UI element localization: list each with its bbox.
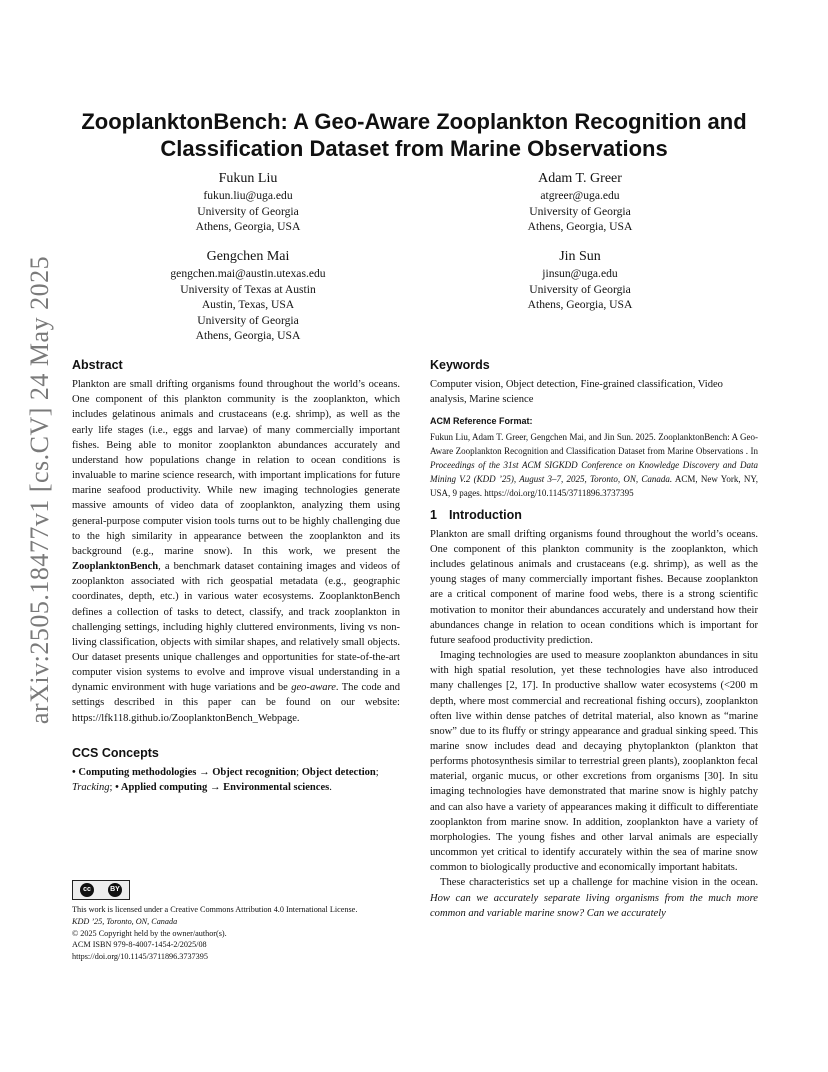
author-block — [138, 248, 358, 344]
license-statement: This work is licensed under a Creative Commons Attribution 4.0 International License. — [72, 905, 358, 914]
license-block — [72, 904, 412, 963]
cc-by-license-logo — [72, 880, 130, 900]
paper-title — [60, 108, 768, 162]
intro-paragraph-3: These characteristics set up a challenge for machine vision in the ocean. How can we accurately separate living organisms from the much more common and variable marine snow? Can we accurately — [430, 877, 758, 919]
conference-venue: KDD ’25, Toronto, ON, Canada — [72, 916, 178, 926]
introduction-heading: 1 Introduction — [430, 507, 522, 522]
by-icon: BY — [108, 883, 122, 897]
author-location: Athens, Georgia, USA — [527, 220, 633, 234]
author-affiliation: University of Georgia — [197, 313, 299, 327]
keywords-text: Computer vision, Object detection, Fine-grained classification, Video analysis, Marine science — [430, 379, 723, 406]
doi-link[interactable]: https://doi.org/10.1145/3711896.3737395 — [72, 952, 208, 962]
intro-paragraph-2: Imaging technologies are used to measure zooplankton abundances in situ with high spatial resolution, yet these technologies have also introduced many challenges [2, 17]. In productive shallow water ecosystems (<200 m depth, where most commercial and recreational fishing occurs), zooplankton often live within dense patches of detrital material, also known as “marine snow” due to its fluffy or stringy appearance and gradual sinking speed. This marine snow includes dead and decaying phytoplankton (plankton that performs photosynthesis similar to terrestrial green plants), zooplankton fecal material, organic mucus, or other excretions from organisms [30]. In situ imaging technologies have demonstrated that marine snow is highly patchy and can also have a variety of appearances making it difficult to differentiate zooplankton from marine snow. In addition, zooplankton have a variety of morphologies. The young fishes and other larval animals are especially uncommon yet critical to identify accurately within the sea of marine snow common to biologically productive and economically important habitats. — [430, 650, 758, 874]
author-location: Athens, Georgia, USA — [195, 220, 301, 234]
abstract-text: Plankton are small drifting organisms found throughout the world’s oceans. One component of this plankton community is the zooplankton, which includes gelatinous animals and crustaceans (e.g. shrimp), as well as the early life stages (i.e., eggs and larvae) of many commercially important fishes. Being able to monitor zooplankton abundances accurately and understand how populations change in relation to ocean conditions is invaluable to marine science research, with important implications for future marine seafood productivity. While new imaging technologies generate massive amounts of video data of zooplankton, analyzing them using general-purpose computer vision tools turns out to be highly challenging due to the high similarity in appearance between the zooplankton and its background (e.g., marine snow). In this work, we present the ZooplanktonBench, a benchmark dataset containing images and videos of zooplankton associated with rich geospatial metadata (e.g., geographic coordinates, depth, etc.) in various water ecosystems. ZooplanktonBench defines a collection of tasks to detect, classify, and track zooplankton in challenging settings, including highly cluttered environments, living vs non-living classification, objects with similar shapes, and relatively small objects. Our dataset presents unique challenges and opportunities for state-of-the-art computer vision systems to evolve and improve visual understanding in a dynamic environment with huge variations and be geo-aware. The code and settings described in this paper can be found on our website: https://lfk118.github.io/ZooplanktonBench_Webpage. — [72, 379, 400, 724]
arxiv-identifier: arXiv:2505.18477v1 [cs.CV] 24 May 2025 — [25, 255, 54, 725]
title-line-1: ZooplanktonBench: A Geo-Aware Zooplankton Recognition and — [81, 109, 747, 134]
author-block — [148, 170, 348, 235]
author-email: atgreer@uga.edu — [540, 189, 620, 202]
author-affiliation: University of Georgia — [529, 204, 631, 218]
acm-reference-text: Fukun Liu, Adam T. Greer, Gengchen Mai, and Jin Sun. 2025. ZooplanktonBench: A Geo-Aware Zooplankton Recognition and Classification Dataset from Marine Observations . In Proceedings of the 31st ACM SIGKDD Conference on Knowledge Discovery and Data Mining V.2 (KDD ’25), August 3–7, 2025, Toronto, ON, Canada. ACM, New York, NY, USA, 9 pages. https://doi.org/10.1145/3711896.3737395 — [430, 431, 758, 498]
author-affiliation: University of Georgia — [529, 282, 631, 296]
author-location: Austin, Texas, USA — [201, 298, 295, 312]
dataset-name: ZooplanktonBench — [72, 561, 159, 573]
abstract-heading: Abstract — [72, 358, 123, 372]
author-email: gengchen.mai@austin.utexas.edu — [170, 267, 326, 280]
ccs-text: • Computing methodologies → Object recognition; Object detection; Tracking; • Applied computing → Environmental sciences. — [72, 766, 379, 794]
acm-reference-heading: ACM Reference Format: — [430, 416, 533, 427]
author-name: Gengchen Mai — [206, 249, 290, 264]
intro-paragraph-1: Plankton are small drifting organisms found throughout the world’s oceans. One component of this plankton community is the zooplankton, which includes gelatinous animals and crustaceans (e.g. shrimp), as well as the young stages of many commercially important fishes. Because zooplankton are a critical component of marine food webs, there is a strong scientific motivation to monitor their abundances accurately and understand how their abundances change in relation to ocean conditions which is important for future seafood productivity prediction. — [430, 528, 758, 646]
author-affiliation: University of Texas at Austin — [180, 282, 316, 296]
author-location: Athens, Georgia, USA — [527, 298, 633, 312]
author-location: Athens, Georgia, USA — [195, 329, 301, 343]
author-block — [480, 170, 680, 235]
isbn: ACM ISBN 979-8-4007-1454-2/2025/08 — [72, 940, 207, 950]
author-name: Adam T. Greer — [538, 171, 622, 186]
author-name: Jin Sun — [559, 249, 601, 264]
ccs-heading: CCS Concepts — [72, 745, 159, 760]
arxiv-sidebar — [20, 255, 60, 725]
author-email: jinsun@uga.edu — [542, 267, 618, 280]
keywords-heading: Keywords — [430, 358, 490, 372]
right-column — [430, 358, 758, 921]
cc-icon: cc — [80, 883, 94, 897]
left-column — [72, 358, 400, 795]
author-affiliation: University of Georgia — [197, 204, 299, 218]
copyright-notice: © 2025 Copyright held by the owner/author(s). — [72, 928, 227, 938]
author-email: fukun.liu@uga.edu — [203, 189, 293, 202]
title-line-2: Classification Dataset from Marine Observations — [160, 136, 668, 161]
author-block — [480, 248, 680, 313]
author-name: Fukun Liu — [218, 171, 278, 186]
section-number: 1 — [430, 507, 437, 522]
